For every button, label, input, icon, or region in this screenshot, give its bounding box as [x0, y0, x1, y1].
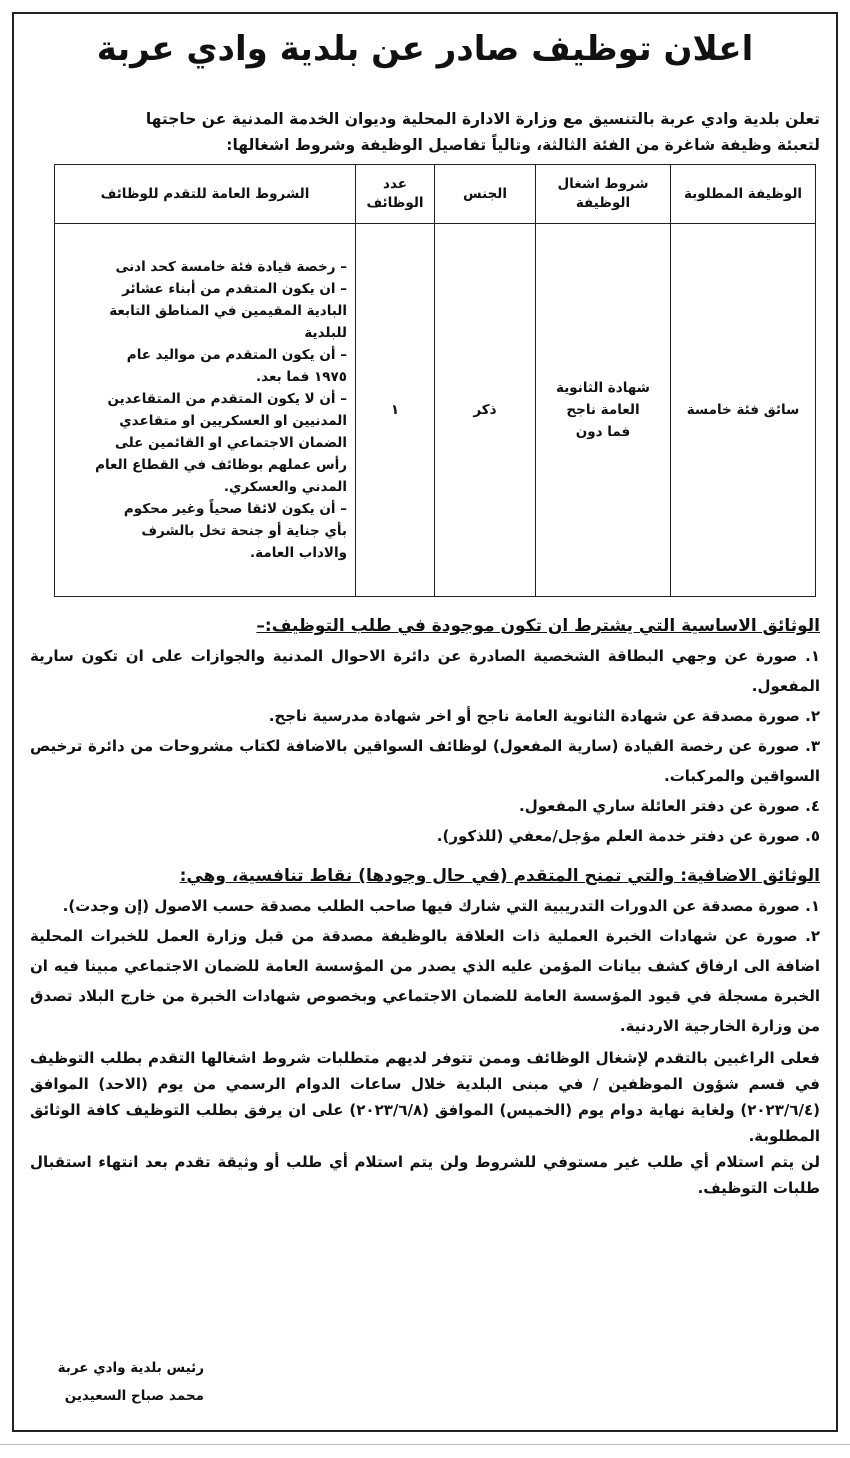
job-table: [54, 164, 816, 597]
signature-block: [58, 1354, 204, 1410]
condition-line: الضمان الاجتماعي او القائمين على: [114, 435, 347, 451]
basic-document-item: ١. صورة عن وجهي البطاقة الشخصية الصادرة عن دائرة الاحوال المدنية والجوازات على ان تكون سارية المفعول.: [30, 647, 820, 695]
closing-paragraph: لن يتم استلام أي طلب غير مستوفي للشروط ولن يتم استلام أي طلب أو وثيقة تقدم بعد انتهاء استقبال طلبات التوظيف.: [30, 1153, 820, 1197]
header-gender: الجنس: [435, 165, 536, 224]
condition-line: – أن لا يكون المتقدم من المتقاعدين: [107, 391, 347, 407]
intro-paragraph: [30, 106, 820, 158]
header-job: الوظيفة المطلوبة: [671, 165, 816, 224]
condition-line: – أن يكون المتقدم من مواليد عام: [126, 347, 347, 363]
announcement-body: [30, 28, 820, 1201]
condition-line: ١٩٧٥ فما بعد.: [256, 369, 347, 385]
intro-line: تعلن بلدية وادي عربة بالتنسيق مع وزارة الادارة المحلية وديوان الخدمة المدنية عن حاجتها: [145, 110, 820, 128]
basic-document-item: ٤. صورة عن دفتر العائلة ساري المفعول.: [519, 797, 820, 815]
condition-line: البادية المقيمين في المناطق التابعة: [109, 303, 347, 319]
announcement-title: اعلان توظيف صادر عن بلدية وادي عربة: [96, 29, 754, 69]
condition-line: رأس عملهم بوظائف في القطاع العام: [95, 457, 347, 473]
signature-name: محمد صباح السعيدين: [64, 1388, 204, 1404]
table-header-row: [55, 165, 816, 224]
header-count: عدد الوظائف: [356, 165, 435, 224]
requirement-line: العامة ناجح: [566, 402, 640, 418]
condition-line: المدنيين او العسكريين او متقاعدي: [119, 413, 347, 429]
header-general-conditions: الشروط العامة للتقدم للوظائف: [55, 165, 356, 224]
closing-paragraph: فعلى الراغبين بالتقدم لإشغال الوظائف وممن تتوفر لديهم متطلبات شروط اشغالها التقدم بطلب التوظيف في قسم شؤون الموظفين / في مبنى البلدية خلال ساعات الدوام الرسمي من يوم (الاحد) الموافق (٢٠٢٣/٦/٤) ولغاية نهاية دوام يوم (الخميس) الموافق (٢٠٢٣/٦/٨) على ان يرفق بطلب التوظيف كافة الوثائق المطلوبة.: [30, 1049, 820, 1145]
condition-line: والاداب العامة.: [250, 545, 347, 561]
table-row: [55, 224, 816, 597]
cell-requirements: [536, 224, 671, 597]
condition-line: المدني والعسكري.: [223, 479, 347, 495]
cell-job: سائق فئة خامسة: [671, 224, 816, 597]
basic-document-item: ٢. صورة مصدقة عن شهادة الثانوية العامة ناجح أو اخر شهادة مدرسية ناجح.: [268, 707, 820, 725]
condition-line: – ان يكون المتقدم من أبناء عشائر: [122, 281, 347, 297]
basic-documents-section: [30, 611, 820, 851]
requirement-line: فما دون: [575, 424, 631, 440]
cell-count: ١: [356, 224, 435, 597]
cell-general-conditions: [55, 224, 356, 597]
extra-document-item: ١. صورة مصدقة عن الدورات التدريبية التي شارك فيها صاحب الطلب مصدقة حسب الاصول (إن وجدت).: [62, 897, 820, 915]
condition-line: للبلدية: [304, 325, 347, 341]
extra-documents-heading: الوثائق الاضافية: والتي تمنح المتقدم (في حال وجودها) نقاط تنافسية، وهي:: [179, 866, 820, 886]
header-requirements: شروط اشغال الوظيفة: [536, 165, 671, 224]
cell-gender: ذكر: [435, 224, 536, 597]
basic-documents-heading: الوثائق الاساسية التي يشترط ان تكون موجودة في طلب التوظيف:–: [256, 616, 820, 636]
condition-line: – أن يكون لائقا صحياً وغير محكوم: [123, 501, 347, 517]
intro-line: لتعبئة وظيفة شاغرة من الفئة الثالثة، وتالياً تفاصيل الوظيفة وشروط اشغالها:: [226, 136, 820, 154]
basic-document-item: ٣. صورة عن رخصة القيادة (سارية المفعول) لوظائف السواقين بالاضافة لكتاب مشروحات من دائرة ترخيص السواقين والمركبات.: [30, 737, 820, 785]
condition-line: – رخصة قيادة فئة خامسة كحد ادنى: [115, 259, 347, 275]
requirement-line: شهادة الثانوية: [556, 380, 650, 396]
basic-document-item: ٥. صورة عن دفتر خدمة العلم مؤجل/معفي (للذكور).: [436, 827, 820, 845]
signature-title: رئيس بلدية وادي عربة: [57, 1360, 204, 1376]
bottom-divider: [0, 1444, 850, 1445]
closing-section: [30, 1045, 820, 1201]
extra-documents-section: [30, 861, 820, 1041]
condition-line: بأي جناية أو جنحة تخل بالشرف: [141, 523, 347, 539]
extra-document-item: ٢. صورة عن شهادات الخبرة العملية ذات العلاقة بالوظيفة مصدقة من قبل وزارة العمل للخبرات المحلية اضافة الى ارفاق كشف بيانات المؤمن عليه الذي يصدر من المؤسسة العامة للضمان الاجتماعي مبينا فيه ان الخبرة مسجلة في قيود المؤسسة العامة للضمان الاجتماعي وبخصوص شهادات الخبرة من خارج البلاد تصدق من وزارة الخارجية الاردنية.: [30, 927, 820, 1035]
